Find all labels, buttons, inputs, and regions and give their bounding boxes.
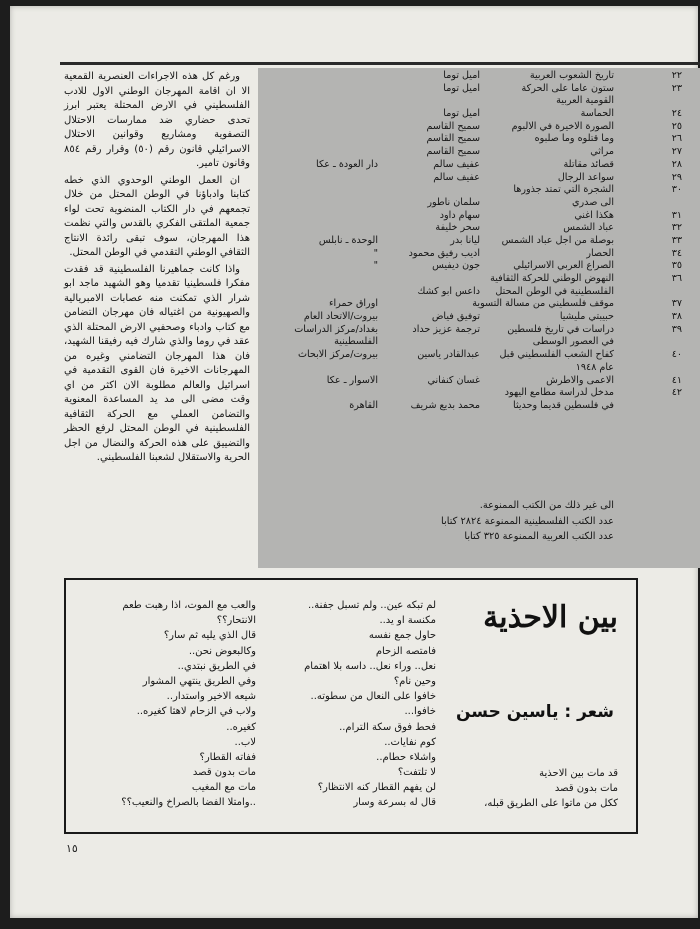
poem-box — [64, 578, 638, 834]
book-number: ٣٩ — [671, 323, 682, 335]
book-number: ٢٤ — [671, 108, 682, 120]
book-title: الاعمى والاطرش — [546, 374, 614, 386]
poem-line: كوم نفايات.. — [384, 736, 436, 748]
book-title: سواعد الرجال — [557, 171, 614, 183]
poem-line: خافوا على النعال من سطوته.. — [310, 691, 436, 703]
poem-line: ففاته القطار؟ — [199, 751, 256, 763]
book-row — [258, 70, 698, 83]
book-row — [258, 336, 698, 349]
book-author: اديب رفيق محمود — [408, 247, 480, 259]
book-author: محمد بديع شريف — [410, 399, 480, 411]
book-author: سحر خليفة — [435, 222, 480, 234]
poem-line: فحط فوق سكة الترام.. — [339, 721, 436, 733]
poem-title: بين الاحذية — [483, 600, 618, 635]
book-title: كفاح الشعب الفلسطيني قبل — [499, 349, 614, 361]
book-publisher: بغداد/مركز الدراسات — [294, 323, 378, 335]
book-number: ٢٢ — [671, 70, 682, 81]
book-row — [258, 324, 698, 337]
book-row — [258, 172, 698, 185]
poem-line: واشلاء حطام.. — [376, 751, 436, 763]
book-title: هكذا اغني — [574, 209, 614, 221]
poet-name: شعر : ياسين حسن — [455, 702, 614, 722]
poem-line: خافوا... — [404, 706, 436, 718]
poem-line: مكنسة او يد.. — [379, 615, 436, 627]
book-title: في العصور الوسطى — [532, 336, 614, 348]
book-publisher: اوراق حمراء — [328, 298, 378, 310]
book-author: سميح القاسم — [426, 133, 480, 145]
book-row — [258, 95, 698, 108]
book-author: غسان كنفاني — [427, 374, 480, 386]
poem-left-column — [121, 598, 256, 811]
book-author: اميل توما — [443, 82, 480, 94]
poem-line: لن يفهم القطار كنه الانتظار؟ — [317, 782, 436, 794]
book-publisher: بيروت/الاتحاد العام — [303, 311, 378, 323]
poem-line: وفي الطريق ينتهي المشوار — [142, 675, 256, 687]
book-number: ٣٨ — [671, 311, 682, 323]
poem-line: ..وامتلا الفضا بالصراخ والنعيب؟؟ — [121, 797, 256, 809]
poem-line: والعب مع الموت، اذا رهبت طعم — [122, 600, 256, 611]
book-row — [258, 108, 698, 121]
poem-line: قد مات بين الاحذية — [539, 768, 618, 779]
book-author: اميل توما — [443, 70, 480, 81]
book-number: ٣٣ — [671, 234, 682, 246]
book-author: عبدالقادر ياسين — [417, 349, 480, 361]
summary-line: عدد الكتب الفلسطينية الممنوعة ٢٨٢٤ كتابا — [441, 516, 614, 527]
book-publisher: الوحدة ـ نابلس — [318, 234, 378, 246]
book-author: جون ديفيس — [432, 260, 480, 272]
book-number: ٣٢ — [671, 222, 682, 234]
book-title: ستون عاما على الحركة — [521, 82, 614, 94]
book-author: عفيف سالم — [433, 158, 480, 170]
book-author: داعس ابو كشك — [417, 285, 480, 297]
book-row — [258, 184, 698, 197]
poem-line: في الطريق نبتدي.. — [177, 660, 256, 672]
page-number: ١٥ — [66, 842, 78, 855]
book-row — [258, 349, 698, 362]
book-number: ٢٣ — [671, 82, 682, 94]
book-number: ٢٧ — [671, 146, 682, 158]
book-number: ٣٠ — [671, 184, 682, 196]
poem-line: الانتحار؟؟ — [216, 615, 256, 627]
poem-intro — [484, 766, 618, 812]
poem-line: قال الذي يليه ثم سار؟ — [163, 630, 256, 642]
book-title: حبيبتي مليشيا — [559, 311, 614, 323]
book-publisher: الفلسطينية — [334, 336, 378, 348]
poem-line: مات بدون قصد — [192, 767, 256, 779]
book-row — [258, 146, 698, 159]
book-row — [258, 400, 698, 413]
book-row — [258, 121, 698, 134]
book-row — [258, 362, 698, 375]
poem-line: قال له بسرعة وسار — [353, 797, 436, 809]
book-title: الفلسطينية في الوطن المحتل — [495, 285, 614, 297]
book-publisher: دار العودة ـ عكا — [316, 158, 378, 170]
book-number: ٤٠ — [671, 349, 682, 361]
poem-line: ولاب في الزحام لاهثا كغيره.. — [136, 706, 256, 718]
summary-line: عدد الكتب العربية الممنوعة ٣٢٥ كتابا — [464, 531, 614, 542]
book-title: دراسات في تاريخ فلسطين — [507, 323, 614, 335]
book-publisher: " — [373, 247, 378, 259]
book-row — [258, 133, 698, 146]
book-title: مدخل لدراسة مطامع اليهود — [504, 387, 614, 399]
poem-line: لاب.. — [234, 736, 256, 748]
book-row — [258, 197, 698, 210]
book-title: الصورة الاخيرة في الالبوم — [511, 120, 614, 132]
book-title: تاريخ الشعوب العربية — [529, 70, 614, 81]
book-author: سميح القاسم — [426, 146, 480, 158]
poem-line: لم تبكه عين.. ولم تسبل جفنة.. — [307, 600, 436, 611]
book-number: ٢٦ — [671, 133, 682, 145]
book-author: سلمان ناطور — [427, 196, 480, 208]
book-number: ٣٥ — [671, 260, 682, 272]
book-row — [258, 286, 698, 299]
book-number: ٤٢ — [671, 387, 682, 399]
poem-line: لا تلتفت؟ — [397, 767, 436, 779]
book-number: ٢٨ — [671, 158, 682, 170]
book-row — [258, 159, 698, 172]
book-title: قصائد مقاتلة — [563, 158, 614, 170]
book-number: ٣٤ — [671, 247, 682, 259]
book-title: القومية العربية — [556, 95, 614, 107]
top-rule — [60, 62, 700, 65]
book-publisher: الاسوار ـ عكا — [326, 374, 378, 386]
poem-line: حاول جمع نفسه — [368, 630, 436, 642]
book-title: في فلسطين قديما وحديثا — [513, 399, 614, 411]
book-row — [258, 235, 698, 248]
book-title: موقف فلسطيني من مسالة التسوية — [472, 298, 614, 310]
book-title: الحصار — [586, 247, 614, 259]
book-publisher: بيروت/مركز الابحاث — [297, 349, 378, 361]
book-author: توفيق فياض — [431, 311, 480, 323]
book-row — [258, 273, 698, 286]
article-paragraph: ان العمل الوطني الوحدوي الذي خطه كتابنا وادباؤنا في الوطن المحتل من خلال تجمعهم في دار الكتاب المنضوية تحت لواء جمعية الملتقى الفكري بالقدس والتي نظمت هذا المهرجان، سوف تبقى رائدة الانتاج الثقافي الوطني التقدمي في الوطن المحتل. — [64, 174, 250, 258]
book-publisher: " — [373, 260, 378, 272]
book-row — [258, 311, 698, 324]
book-title: الشجرة التي تمتد جذورها — [513, 184, 614, 196]
book-row — [258, 298, 698, 311]
book-publisher: القاهرة — [349, 399, 378, 411]
book-title: النهوض الوطني للحركة الثقافية — [490, 273, 614, 284]
book-title: الحماسة — [580, 108, 614, 120]
book-number: ٣٧ — [671, 298, 682, 310]
poem-line: مات مع المغيب — [191, 782, 256, 794]
book-author: عفيف سالم — [433, 171, 480, 183]
article-paragraph: ورغم كل هذه الاجراءات العنصرية القمعية الا ان اقامة المهرجان الوطني الاول للادب الفلسطيني في الارض المحتلة يعتبر ابرز تحدى حضاري ضد ممارسات الاحتلال التصفوية ومشاريع وقوانين الاحتلال الاسرائيلي قانون رقم (٥٠) وقرار رقم ٨٥٤ وقانون تامير. — [64, 71, 250, 169]
article-column — [64, 70, 250, 570]
poem-line: وحين نام؟ — [393, 675, 436, 687]
book-row — [258, 248, 698, 261]
summary-line: الى غير ذلك من الكتب الممنوعة. — [479, 500, 614, 511]
book-number: ٢٩ — [671, 171, 682, 183]
poem-line: ككل من ماتوا على الطريق قبله، — [484, 798, 618, 810]
article-paragraph: واذا كانت جماهيرنا الفلسطينية قد فقدت مفكرا فلسطينيا تقدميا وهو الشهيد ماجد ابو شرار الذي تمكنت منه عصابات الامبريالية والصهيونية من اغتياله فان مهرجان التضامن مع كتاب وادباء وصحفيي الارض المحتلة الذي عقد في روما والذي شارك فيه رفيقنا الشهيد، فان هذا المهرجان التضامني وغيره من المهرجانات الاخيرة فان القوى التقدمية في اسرائيل والعالم مطلوبة الان اكثر من اي وقت مضى الى مد يد المساعدة المعنوية والتضامن العملي مع الحركة الثقافية الفلسطينية في الوطن المحتل لرفع الحظر والتضييق على هذه الحركة والنضال من اجل الحرية والاستقلال لشعبنا الفلسطيني. — [64, 263, 250, 463]
poem-middle-column — [304, 598, 436, 811]
book-title: مراثي — [590, 146, 614, 158]
book-row — [258, 375, 698, 388]
book-number: ٣١ — [671, 209, 682, 221]
poem-line: فامتصه الزحام — [375, 645, 436, 657]
book-number: ٣٦ — [671, 273, 682, 284]
book-row — [258, 222, 698, 235]
poem-line: مات بدون قصد — [554, 783, 618, 795]
book-title: الى صدري — [572, 196, 614, 208]
book-title: عباد الشمس — [563, 222, 614, 234]
book-title: الصراع العربي الاسرائيلي — [513, 260, 614, 272]
book-row — [258, 83, 698, 96]
book-row — [258, 387, 698, 400]
book-number: ٤١ — [671, 374, 682, 386]
book-author: اميل توما — [443, 108, 480, 120]
book-title: عام ١٩٤٨ — [575, 361, 614, 373]
book-author: سهام داود — [439, 209, 480, 221]
book-author: ليانا بدر — [450, 234, 480, 246]
poem-line: وكالبعوض نحن.. — [188, 645, 256, 657]
poem-line: نعل.. وراء نعل.. داسه بلا اهتمام — [304, 660, 436, 672]
poem-line: كغيره.. — [226, 721, 256, 733]
book-row — [258, 260, 698, 273]
book-title: وما قتلوه وما صلبوه — [534, 133, 614, 145]
banned-books-list — [258, 70, 698, 413]
book-author: سميح القاسم — [426, 120, 480, 132]
book-author: ترجمة عزيز حداد — [412, 323, 480, 335]
book-title: بوصلة من اجل عباد الشمس — [501, 234, 614, 246]
book-row — [258, 210, 698, 223]
book-number: ٢٥ — [671, 120, 682, 132]
poem-line: شيعه الاخير واستدار.. — [166, 691, 256, 703]
